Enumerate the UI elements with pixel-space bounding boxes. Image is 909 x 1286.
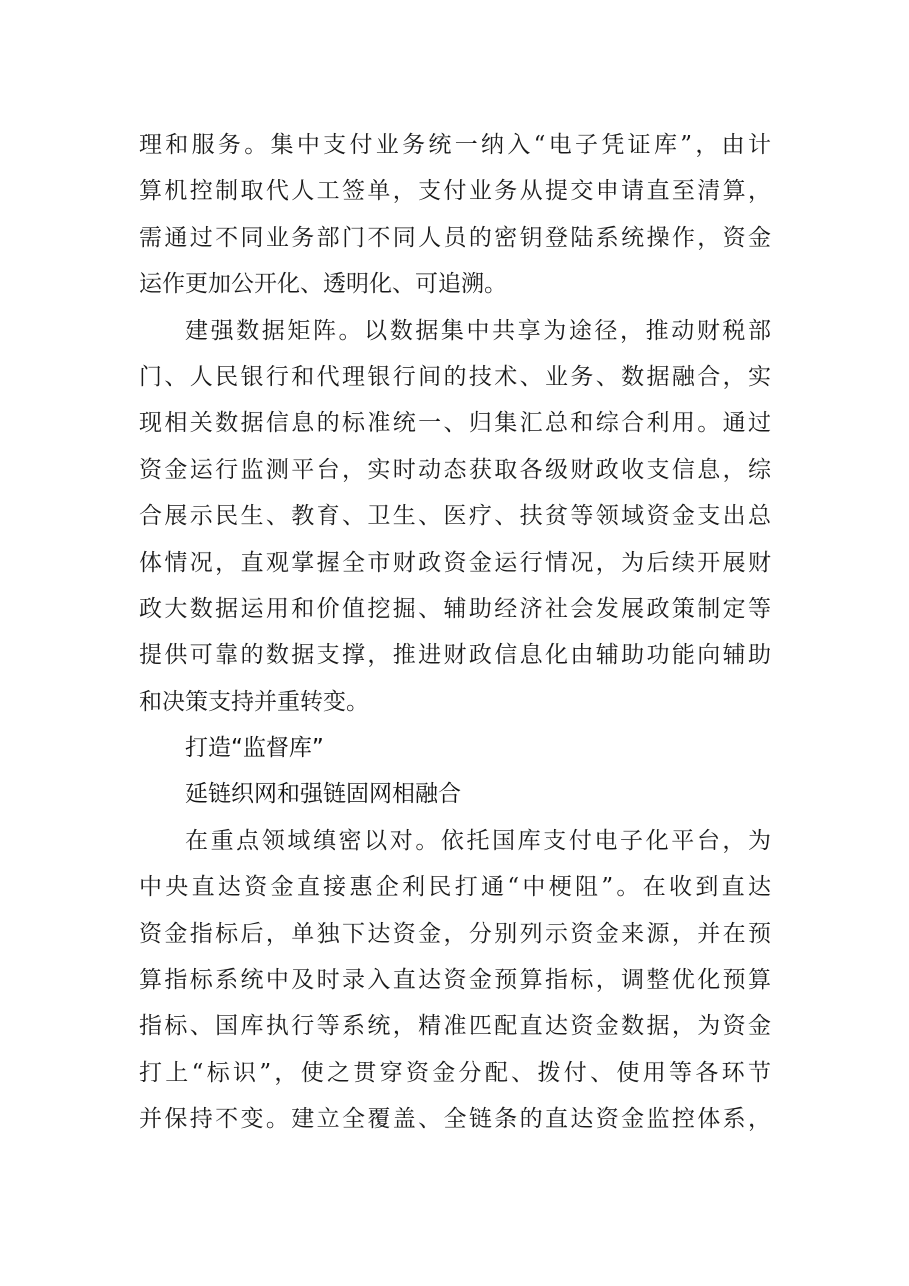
text-line: 资金运行监测平台，实时动态获取各级财政收支信息，综	[139, 456, 771, 483]
text-line: 需通过不同业务部门不同人员的密钥登陆系统操作，资金	[139, 224, 771, 251]
text-line: 资金指标后，单独下达资金，分别列示资金来源，并在预	[139, 920, 771, 947]
text-line: 运作更加公开化、透明化、可追溯。	[139, 271, 507, 298]
text-line: 算指标系统中及时录入直达资金预算指标，调整优化预算	[139, 967, 771, 994]
text-line: 打上“标识”，使之贯穿资金分配、拨付、使用等各环节	[139, 1059, 771, 1086]
paragraph-key-areas	[139, 818, 771, 1143]
text-line: 提供可靠的数据支撑，推进财政信息化由辅助功能向辅助	[139, 642, 771, 669]
paragraph-payment	[139, 122, 771, 308]
text-line: 门、人民银行和代理银行间的技术、业务、数据融合，实	[139, 363, 771, 390]
text-line: 理和服务。集中支付业务统一纳入“电子凭证库”，由计	[139, 132, 771, 158]
text-line: 体情况，直观掌握全市财政资金运行情况，为后续开展财	[139, 549, 771, 576]
text-line: 政大数据运用和价值挖掘、辅助经济社会发展政策制定等	[139, 595, 771, 622]
paragraph-data-matrix	[139, 308, 771, 726]
text-line: 现相关数据信息的标准统一、归集汇总和综合利用。通过	[139, 410, 771, 437]
text-line: 建强数据矩阵。以数据集中共享为途径，推动财税部	[185, 317, 771, 344]
subsection-heading: 延链织网和强链固网相融合	[185, 781, 461, 808]
text-line: 指标、国库执行等系统，精准匹配直达资金数据，为资金	[139, 1013, 771, 1040]
section-heading: 打造“监督库”	[185, 735, 324, 762]
document-page	[139, 122, 771, 1143]
text-line: 中央直达资金直接惠企利民打通“中梗阻”。在收到直达	[139, 874, 771, 901]
text-line: 在重点领域缜密以对。依托国库支付电子化平台，为	[185, 827, 771, 854]
text-line: 并保持不变。建立全覆盖、全链条的直达资金监控体系，	[139, 1106, 771, 1133]
text-line: 算机控制取代人工签单，支付业务从提交申请直至清算，	[139, 178, 771, 205]
text-line: 合展示民生、教育、卫生、医疗、扶贫等领域资金支出总	[139, 503, 771, 530]
text-line: 和决策支持并重转变。	[139, 688, 369, 715]
